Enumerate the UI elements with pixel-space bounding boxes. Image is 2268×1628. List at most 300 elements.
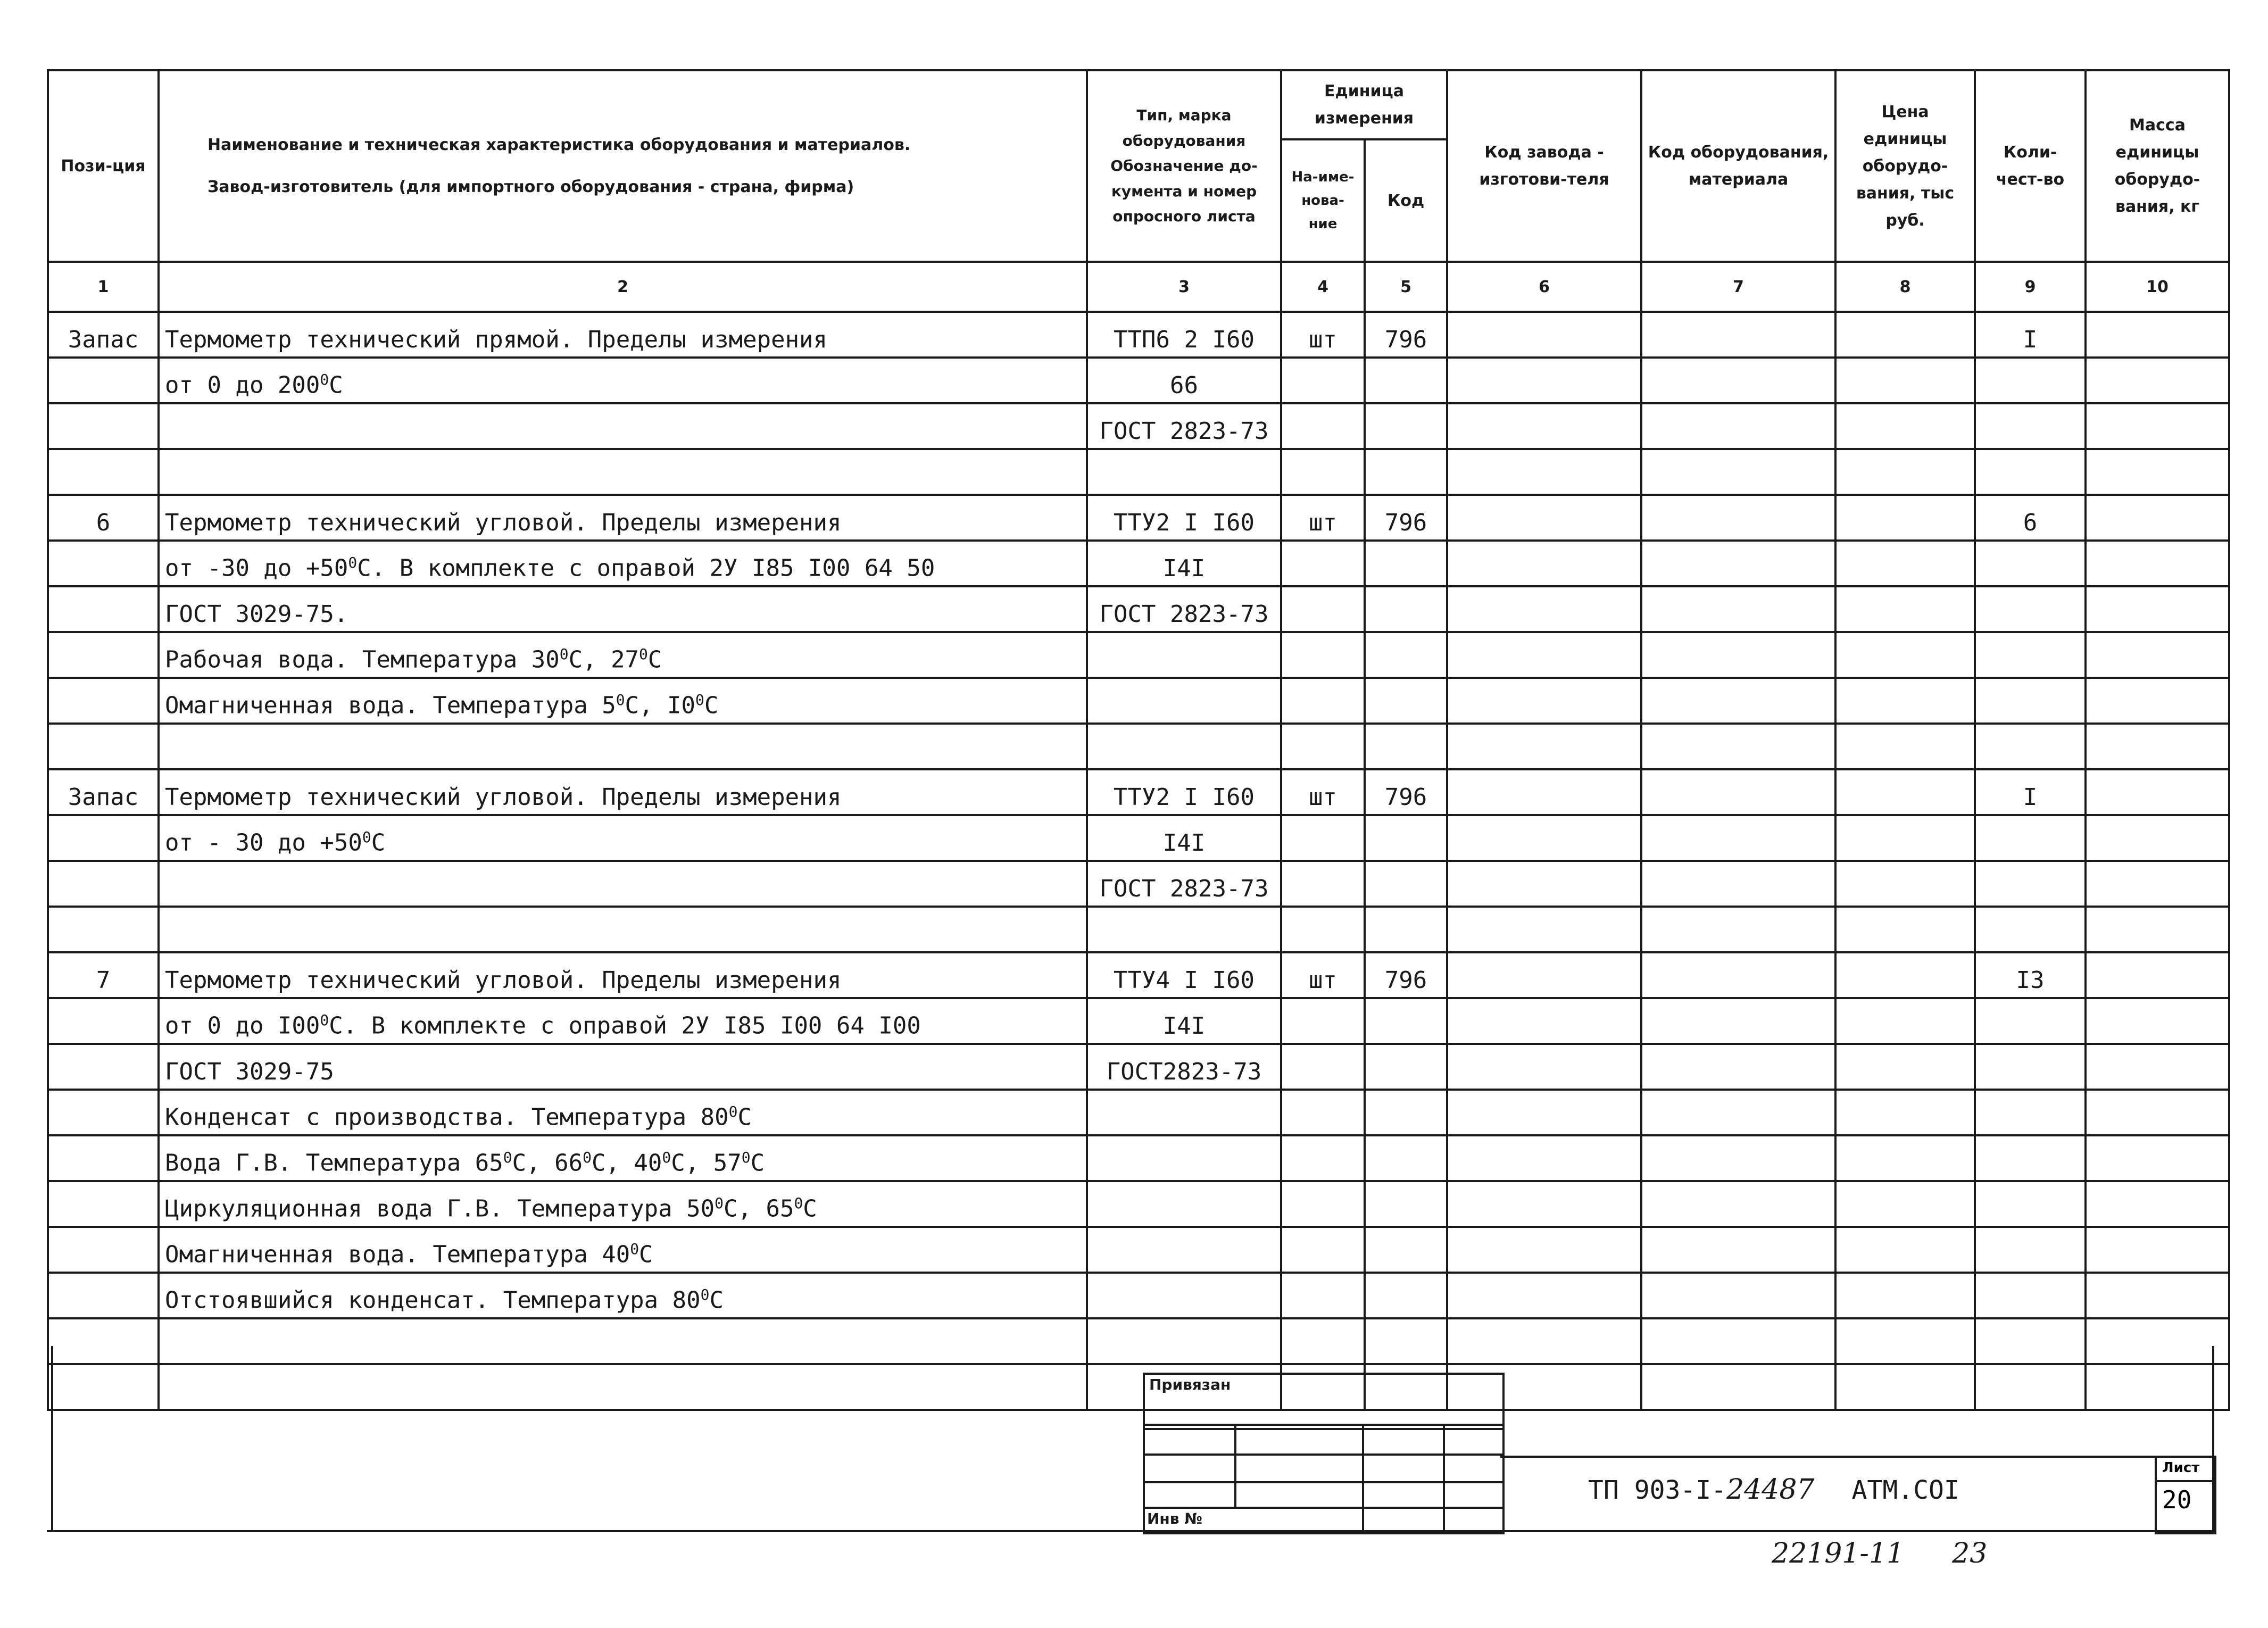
item-name: Рабочая вода. Температура $30^0С$, $27^0С$ (159, 632, 1087, 678)
header-name-line1: Наименование и техническая характеристика оборудования и материалов. (207, 136, 911, 154)
empty-cell (1447, 998, 1641, 1044)
empty-cell (1641, 1135, 1835, 1181)
empty-cell (1641, 1364, 1835, 1410)
item-type (1087, 449, 1281, 495)
item-unit-code (1365, 358, 1447, 403)
table-row (48, 632, 2229, 678)
item-unit (1281, 1273, 1365, 1318)
item-type (1087, 1273, 1281, 1318)
item-type (1087, 1090, 1281, 1135)
column-number: 3 (1087, 262, 1281, 312)
item-type (1087, 1181, 1281, 1227)
empty-cell (2086, 449, 2229, 495)
empty-cell (2086, 1273, 2229, 1318)
empty-cell (1447, 1318, 1641, 1364)
empty-cell (1835, 449, 1975, 495)
empty-cell (1447, 449, 1641, 495)
item-name (159, 907, 1087, 952)
item-unit (1281, 1090, 1365, 1135)
empty-cell (1641, 769, 1835, 815)
item-unit-code (1365, 586, 1447, 632)
item-quantity (1975, 861, 2086, 907)
item-name: Термометр технический прямой. Пределы измерения (159, 312, 1087, 358)
column-number: 4 (1281, 262, 1365, 312)
item-name (159, 403, 1087, 449)
item-unit (1281, 1227, 1365, 1273)
empty-cell (2086, 312, 2229, 358)
empty-cell (2086, 678, 2229, 724)
item-unit-code (1365, 907, 1447, 952)
item-unit-code (1365, 403, 1447, 449)
empty-cell (2086, 724, 2229, 769)
item-position (48, 815, 159, 861)
item-name: Конденсат с производства. Температура $80^0С$ (159, 1090, 1087, 1135)
item-position (48, 358, 159, 403)
item-name: ГОСТ 3029-75. (159, 586, 1087, 632)
item-unit-code (1365, 1135, 1447, 1181)
sheet-number-box (2155, 1456, 2216, 1534)
item-unit (1281, 632, 1365, 678)
empty-cell (1641, 1227, 1835, 1273)
table-row (48, 358, 2229, 403)
item-unit (1281, 1318, 1365, 1364)
empty-cell (1835, 1044, 1975, 1090)
table-row (48, 907, 2229, 952)
item-unit-code: 796 (1365, 495, 1447, 541)
item-type: ГОСТ 2823-73 (1087, 586, 1281, 632)
empty-cell (1835, 632, 1975, 678)
empty-cell (1835, 815, 1975, 861)
empty-cell (1641, 1044, 1835, 1090)
item-unit-code: 796 (1365, 952, 1447, 998)
empty-cell (1447, 724, 1641, 769)
item-name: от - 30 до $+50^0С$ (159, 815, 1087, 861)
item-type: ТТУ2 I I60 (1087, 495, 1281, 541)
item-position (48, 1273, 159, 1318)
item-type: ГОСТ2823-73 (1087, 1044, 1281, 1090)
item-unit-code (1365, 449, 1447, 495)
item-unit (1281, 861, 1365, 907)
item-quantity (1975, 1364, 2086, 1410)
empty-cell (1641, 815, 1835, 861)
item-unit (1281, 815, 1365, 861)
table-row (48, 815, 2229, 861)
empty-cell (1835, 907, 1975, 952)
item-type (1087, 1318, 1281, 1364)
empty-cell (1835, 586, 1975, 632)
empty-cell (2086, 1135, 2229, 1181)
empty-cell (1641, 495, 1835, 541)
empty-cell (2086, 1044, 2229, 1090)
header-factory-code: Код завода - изготови-теля (1447, 70, 1641, 262)
empty-cell (1447, 403, 1641, 449)
frame-left-line (51, 1346, 53, 1532)
table-row (48, 403, 2229, 449)
item-type: ТТУ4 I I60 (1087, 952, 1281, 998)
table-row (48, 1273, 2229, 1318)
empty-cell (1835, 1318, 1975, 1364)
item-quantity (1975, 541, 2086, 586)
item-position (48, 1318, 159, 1364)
item-unit-code (1365, 632, 1447, 678)
empty-cell (1447, 1135, 1641, 1181)
table-row (48, 312, 2229, 358)
empty-cell (1835, 495, 1975, 541)
empty-cell (1835, 358, 1975, 403)
table-row (48, 724, 2229, 769)
item-position (48, 1135, 159, 1181)
table-row (48, 998, 2229, 1044)
table-row (48, 541, 2229, 586)
empty-cell (1641, 861, 1835, 907)
item-type (1087, 632, 1281, 678)
frame-right-line (2212, 1346, 2214, 1532)
item-unit (1281, 403, 1365, 449)
header-unit-price: Цена единицы оборудо-вания, тыс руб. (1835, 70, 1975, 262)
column-number: 1 (48, 262, 159, 312)
empty-cell (1835, 952, 1975, 998)
empty-cell (1641, 724, 1835, 769)
empty-cell (1835, 1181, 1975, 1227)
item-name (159, 449, 1087, 495)
item-quantity: 6 (1975, 495, 2086, 541)
empty-cell (1835, 1364, 1975, 1410)
item-quantity (1975, 403, 2086, 449)
item-unit-code: 796 (1365, 312, 1447, 358)
table-row (48, 769, 2229, 815)
header-position: Пози-ция (48, 70, 159, 262)
empty-cell (2086, 769, 2229, 815)
doc-number-handwritten: 24487 (1726, 1474, 1815, 1506)
item-name (159, 1364, 1087, 1410)
column-number-row (48, 262, 2229, 312)
empty-cell (1447, 678, 1641, 724)
item-position (48, 998, 159, 1044)
empty-cell (1447, 358, 1641, 403)
stamp-privyazan-box (1143, 1373, 1505, 1430)
item-unit-code (1365, 541, 1447, 586)
item-quantity (1975, 724, 2086, 769)
empty-cell (1641, 541, 1835, 586)
empty-cell (1641, 678, 1835, 724)
header-name-line2: Завод-изготовитель (для импортного оборудования - страна, фирма) (207, 178, 854, 196)
item-quantity (1975, 1135, 2086, 1181)
item-unit (1281, 1135, 1365, 1181)
header-equipment-code: Код оборудования, материала (1641, 70, 1835, 262)
footer-hand-1: 22191-11 (1772, 1538, 1905, 1569)
item-unit (1281, 907, 1365, 952)
empty-cell (1835, 541, 1975, 586)
item-position (48, 586, 159, 632)
column-number: 6 (1447, 262, 1641, 312)
empty-cell (1835, 861, 1975, 907)
item-type: I4I (1087, 541, 1281, 586)
item-position: 6 (48, 495, 159, 541)
item-quantity (1975, 1044, 2086, 1090)
empty-cell (2086, 815, 2229, 861)
empty-cell (2086, 541, 2229, 586)
item-position (48, 632, 159, 678)
sheet-label: Лист (2162, 1460, 2200, 1476)
doc-suffix: АТМ.СОI (1851, 1475, 1959, 1505)
footer-hand-2: 23 (1952, 1538, 1988, 1569)
item-unit (1281, 449, 1365, 495)
empty-cell (1641, 1181, 1835, 1227)
empty-cell (1641, 358, 1835, 403)
empty-cell (2086, 1364, 2229, 1410)
stamp-inv-label: Инв № (1147, 1510, 1202, 1527)
item-quantity (1975, 1318, 2086, 1364)
table-row (48, 952, 2229, 998)
item-name: Термометр технический угловой. Пределы измерения (159, 495, 1087, 541)
empty-cell (1447, 1044, 1641, 1090)
item-name: от 0 до $I00^0С$. В комплекте с оправой 2У I85 I00 64 I00 (159, 998, 1087, 1044)
item-position (48, 449, 159, 495)
item-name (159, 861, 1087, 907)
empty-cell (1447, 632, 1641, 678)
item-quantity (1975, 1090, 2086, 1135)
item-unit: шт (1281, 952, 1365, 998)
item-name: Отстоявшийся конденсат. Температура $80^0С$ (159, 1273, 1087, 1318)
item-type: ГОСТ 2823-73 (1087, 403, 1281, 449)
column-number: 2 (159, 262, 1087, 312)
doc-prefix: ТП 903-I- (1588, 1475, 1727, 1505)
empty-cell (2086, 1318, 2229, 1364)
item-position (48, 1090, 159, 1135)
item-name: ГОСТ 3029-75 (159, 1044, 1087, 1090)
empty-cell (1447, 541, 1641, 586)
item-name: Омагниченная вода. Температура $5^0С$, $I0^0С$ (159, 678, 1087, 724)
item-name (159, 724, 1087, 769)
column-number: 7 (1641, 262, 1835, 312)
item-unit-code (1365, 1273, 1447, 1318)
empty-cell (1447, 1227, 1641, 1273)
item-position (48, 1181, 159, 1227)
empty-cell (2086, 358, 2229, 403)
frame-bottom-line (47, 1530, 2214, 1532)
empty-cell (1447, 815, 1641, 861)
empty-cell (1835, 1090, 1975, 1135)
item-unit (1281, 358, 1365, 403)
item-quantity (1975, 632, 2086, 678)
item-unit-code (1365, 1181, 1447, 1227)
document-designation (1588, 1474, 1959, 1506)
empty-cell (1447, 586, 1641, 632)
item-name: Циркуляционная вода Г.В. Температура $50^0С$, $65^0С$ (159, 1181, 1087, 1227)
stamp-main-top-line (1500, 1456, 2214, 1458)
empty-cell (1641, 1318, 1835, 1364)
item-position (48, 403, 159, 449)
header-unit-code: Код (1365, 139, 1447, 262)
empty-cell (2086, 632, 2229, 678)
item-unit: шт (1281, 495, 1365, 541)
item-unit-code (1365, 815, 1447, 861)
header-name (159, 70, 1087, 262)
empty-cell (1835, 1227, 1975, 1273)
item-quantity (1975, 1227, 2086, 1273)
empty-cell (1641, 586, 1835, 632)
empty-cell (1835, 678, 1975, 724)
header-unit-group: Единица измерения (1281, 70, 1447, 139)
empty-cell (1641, 952, 1835, 998)
empty-cell (1835, 769, 1975, 815)
table-row (48, 495, 2229, 541)
item-position (48, 541, 159, 586)
item-type (1087, 724, 1281, 769)
item-name: Вода Г.В. Температура $65^0С$, $66^0С$, $40^0С$, $57^0С$ (159, 1135, 1087, 1181)
table-row (48, 1318, 2229, 1364)
empty-cell (1447, 1273, 1641, 1318)
empty-cell (1447, 1181, 1641, 1227)
item-unit-code (1365, 724, 1447, 769)
empty-cell (1835, 403, 1975, 449)
item-name: Термометр технический угловой. Пределы измерения (159, 769, 1087, 815)
empty-cell (1447, 312, 1641, 358)
item-name (159, 1318, 1087, 1364)
item-unit (1281, 724, 1365, 769)
item-type (1087, 907, 1281, 952)
table-row (48, 586, 2229, 632)
item-position (48, 861, 159, 907)
table-row (48, 1135, 2229, 1181)
item-position (48, 907, 159, 952)
empty-cell (1835, 1273, 1975, 1318)
empty-cell (2086, 1090, 2229, 1135)
sheet-number: 20 (2162, 1485, 2192, 1514)
item-quantity (1975, 1273, 2086, 1318)
item-unit (1281, 586, 1365, 632)
item-type: ТТП6 2 I60 (1087, 312, 1281, 358)
item-type: I4I (1087, 815, 1281, 861)
equipment-spec-table (47, 69, 2230, 1411)
item-quantity (1975, 358, 2086, 403)
empty-cell (1447, 861, 1641, 907)
item-position: Запас (48, 312, 159, 358)
item-unit-code (1365, 1044, 1447, 1090)
item-name: Омагниченная вода. Температура $40^0С$ (159, 1227, 1087, 1273)
item-position: 7 (48, 952, 159, 998)
item-position (48, 678, 159, 724)
empty-cell (2086, 1227, 2229, 1273)
item-type (1087, 678, 1281, 724)
header-unit-name: На-име-нова-ние (1281, 139, 1365, 262)
header-unit-mass: Масса единицы оборудо-вания, кг (2086, 70, 2229, 262)
empty-cell (1835, 1135, 1975, 1181)
empty-cell (1835, 724, 1975, 769)
item-quantity: I (1975, 769, 2086, 815)
item-type: ГОСТ 2823-73 (1087, 861, 1281, 907)
item-unit-code (1365, 861, 1447, 907)
empty-cell (2086, 1181, 2229, 1227)
item-quantity (1975, 449, 2086, 495)
item-type (1087, 1227, 1281, 1273)
item-quantity (1975, 586, 2086, 632)
item-quantity (1975, 1181, 2086, 1227)
table-row (48, 1227, 2229, 1273)
item-quantity (1975, 907, 2086, 952)
column-number: 8 (1835, 262, 1975, 312)
item-unit (1281, 998, 1365, 1044)
empty-cell (2086, 907, 2229, 952)
empty-cell (1447, 769, 1641, 815)
table-row (48, 678, 2229, 724)
footer-handwritten-number (1772, 1538, 1987, 1569)
empty-cell (1835, 998, 1975, 1044)
table-row (48, 1044, 2229, 1090)
item-name: от -30 до $+50^0С$. В комплекте с оправой 2У I85 I00 64 50 (159, 541, 1087, 586)
table-row (48, 1181, 2229, 1227)
table-row (48, 1090, 2229, 1135)
item-unit (1281, 1181, 1365, 1227)
item-position (48, 1227, 159, 1273)
empty-cell (1641, 998, 1835, 1044)
item-quantity: I (1975, 312, 2086, 358)
item-position (48, 1044, 159, 1090)
item-unit-code (1365, 1090, 1447, 1135)
item-quantity (1975, 998, 2086, 1044)
empty-cell (2086, 861, 2229, 907)
empty-cell (1641, 907, 1835, 952)
item-unit (1281, 1044, 1365, 1090)
empty-cell (1447, 495, 1641, 541)
table-row (48, 1364, 2229, 1410)
item-type (1087, 1135, 1281, 1181)
empty-cell (1641, 403, 1835, 449)
empty-cell (2086, 495, 2229, 541)
item-quantity (1975, 678, 2086, 724)
table-row (48, 861, 2229, 907)
column-number: 9 (1975, 262, 2086, 312)
empty-cell (1447, 952, 1641, 998)
stamp-privyazan-label: Привязан (1149, 1376, 1231, 1393)
item-unit-code (1365, 678, 1447, 724)
item-unit (1281, 541, 1365, 586)
empty-cell (2086, 952, 2229, 998)
empty-cell (1641, 1273, 1835, 1318)
empty-cell (1641, 1090, 1835, 1135)
item-name: Термометр технический угловой. Пределы измерения (159, 952, 1087, 998)
column-number: 5 (1365, 262, 1447, 312)
item-unit-code (1365, 998, 1447, 1044)
item-unit: шт (1281, 769, 1365, 815)
item-position (48, 1364, 159, 1410)
header-type: Тип, марка оборудования Обозначение до-кумента и номер опросного листа (1087, 70, 1281, 262)
empty-cell (1835, 312, 1975, 358)
item-unit-code (1365, 1318, 1447, 1364)
empty-cell (1447, 1090, 1641, 1135)
empty-cell (1641, 449, 1835, 495)
item-position (48, 724, 159, 769)
item-unit-code (1365, 1227, 1447, 1273)
empty-cell (1641, 312, 1835, 358)
item-quantity (1975, 815, 2086, 861)
item-type: I4I (1087, 998, 1281, 1044)
item-position: Запас (48, 769, 159, 815)
empty-cell (2086, 998, 2229, 1044)
item-quantity: I3 (1975, 952, 2086, 998)
header-quantity: Коли-чест-во (1975, 70, 2086, 262)
empty-cell (2086, 403, 2229, 449)
item-unit: шт (1281, 312, 1365, 358)
column-number: 10 (2086, 262, 2229, 312)
table-row (48, 449, 2229, 495)
item-unit (1281, 678, 1365, 724)
empty-cell (1641, 632, 1835, 678)
item-unit-code: 796 (1365, 769, 1447, 815)
item-name: от 0 до $200^0С$ (159, 358, 1087, 403)
empty-cell (1447, 907, 1641, 952)
empty-cell (2086, 586, 2229, 632)
